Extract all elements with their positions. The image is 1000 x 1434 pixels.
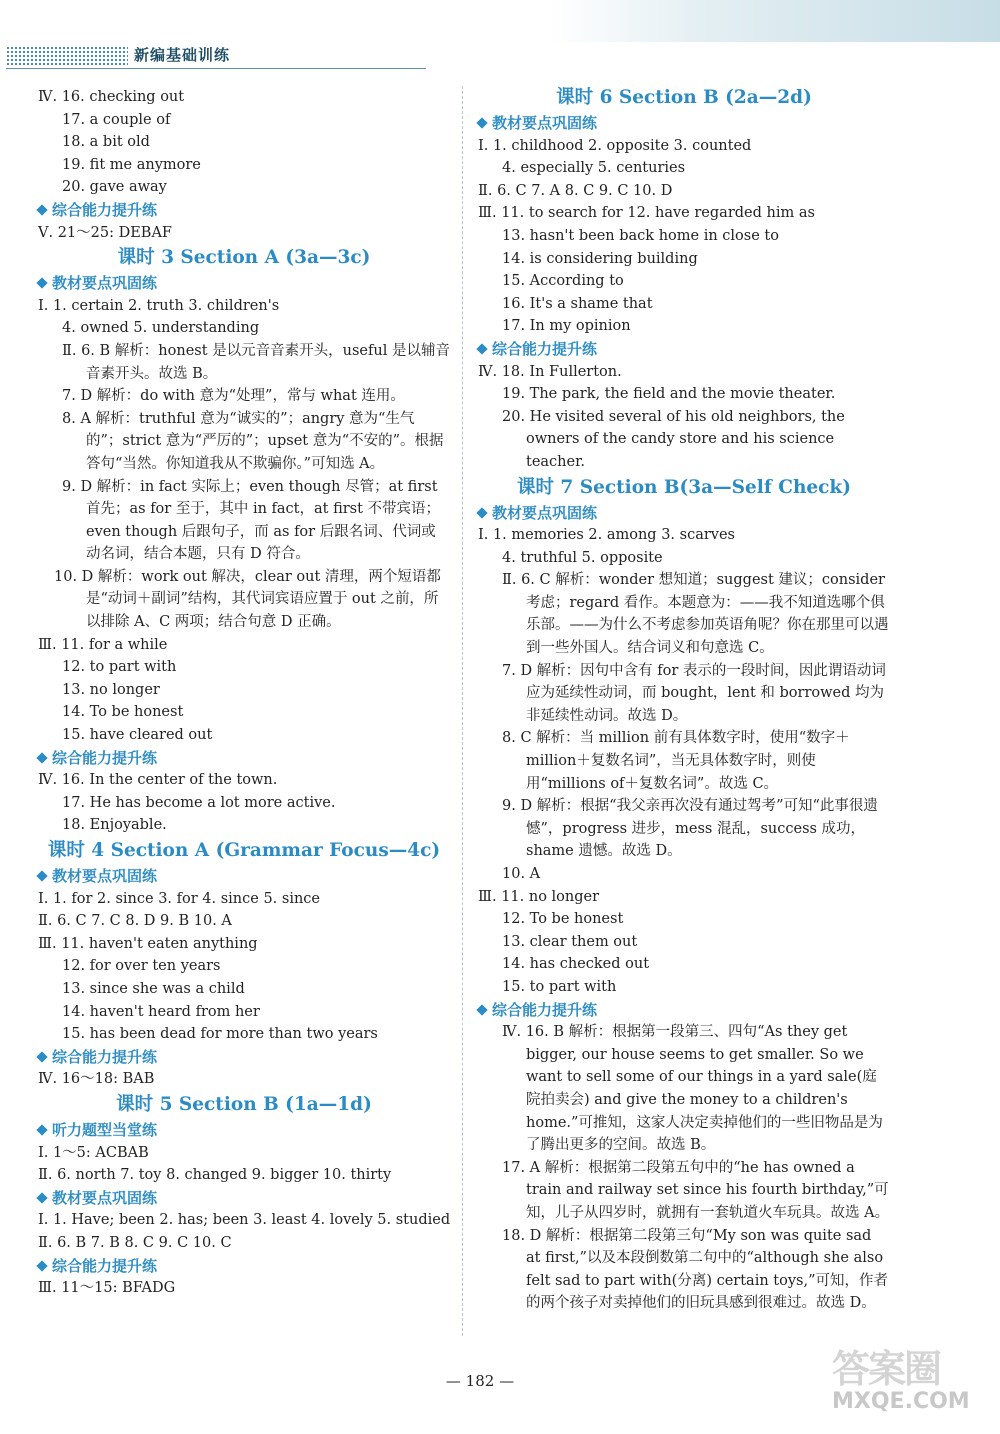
- answer-explanation: Ⅱ. 6. C 解析：wonder 想知道；suggest 建议；consider 考虑；regard 看作。本题意为：——我不知道选哪个俱乐部。——为什么不考虑参加英语角呢？你在那里可以遇到一些外国人。结合词义和句意选 C。: [502, 572, 889, 657]
- section-label: 教材要点巩固练: [38, 272, 450, 295]
- answer-line: Ⅰ. 1. memories 2. among 3. scarves: [478, 527, 735, 544]
- header-rule: [6, 68, 426, 69]
- top-decorative-band: [0, 0, 1000, 42]
- answer-line: 4. especially 5. centuries: [502, 160, 686, 177]
- diamond-icon: [36, 1124, 47, 1135]
- column-divider: [462, 86, 463, 1336]
- answer-line: Ⅰ. 1. for 2. since 3. for 4. since 5. since: [38, 890, 321, 907]
- answer-line: Ⅳ. 18. In Fullerton.: [478, 363, 622, 380]
- diamond-icon: [476, 1004, 487, 1015]
- answer-explanation: 9. D 解析：根据“我父亲再次没有通过驾考”可知“此事很遗憾”，progress 进步，mess 混乱，success 成功，shame 遗憾。故选 D。: [502, 798, 878, 860]
- section-label: 听力题型当堂练: [38, 1119, 450, 1142]
- section-label: 综合能力提升练: [478, 999, 890, 1022]
- answer-line: Ⅴ. 21～25: DEBAF: [38, 224, 172, 241]
- answer-explanation: 9. D 解析：in fact 实际上；even though 尽管；at first 首先；as for 至于，其中 in fact，at first 不带宾语；even though 后跟句子，而 as for 后跟名词、代词或动名词，结合本题，只有 D 符合。: [62, 478, 441, 563]
- diamond-icon: [36, 870, 47, 881]
- diamond-icon: [476, 507, 487, 518]
- answer-line: 4. owned 5. understanding: [62, 320, 260, 337]
- answer-line: 4. truthful 5. opposite: [502, 549, 663, 566]
- answer-line: 14. is considering building: [502, 250, 698, 267]
- watermark-url: MXQE.COM: [832, 1389, 970, 1414]
- answer-line: 12. to part with: [62, 659, 177, 676]
- answer-explanation: 10. D 解析：work out 解决，clear out 清理，两个短语都是“动词＋副词”结构，其代词宾语应置于 out 之前，所以排除 A、C 两项；结合句意 D 正确。: [54, 568, 441, 631]
- section-label: 综合能力提升练: [38, 747, 450, 770]
- lesson-title: 课时 3 Section A (3a—3c): [117, 247, 371, 269]
- diamond-icon: [36, 204, 47, 215]
- answer-line: 19. The park, the field and the movie theater.: [502, 386, 836, 403]
- site-watermark: [832, 1338, 992, 1428]
- answer-explanation: 18. D 解析：根据第二段第三句“My son was quite sad at first,”以及本段倒数第二句中的“although she also felt sad to part with(分离) certain toys,”可知，作者的两个孩子对卖掉他们的旧玩具感到很难过。故选 D。: [502, 1227, 888, 1312]
- page-number: — 182 —: [445, 1372, 515, 1390]
- answer-line: 12. To be honest: [502, 911, 624, 928]
- answer-line: Ⅰ. 1. Have; been 2. has; been 3. least 4. lovely 5. studied: [38, 1212, 451, 1229]
- answer-line: Ⅰ. 1～5: ACBAB: [38, 1144, 149, 1161]
- answer-explanation: 7. D 解析：do with 意为“处理”，常与 what 连用。: [62, 388, 405, 405]
- diamond-icon: [36, 1051, 47, 1062]
- answer-line: 13. clear them out: [502, 933, 638, 950]
- dotted-pattern: [6, 46, 128, 66]
- answer-line: Ⅰ. 1. certain 2. truth 3. children's: [38, 297, 280, 314]
- watermark-logo-text: 答案圈: [832, 1347, 941, 1391]
- right-column: [478, 84, 890, 1315]
- answer-line: 13. hasn't been back home in close to: [502, 227, 779, 244]
- answer-line: 12. for over ten years: [62, 958, 221, 975]
- answer-line: 15. to part with: [502, 978, 617, 995]
- diamond-icon: [476, 117, 487, 128]
- answer-line: Ⅱ. 6. C 7. C 8. D 9. B 10. A: [38, 913, 232, 930]
- answer-line: 18. a bit old: [62, 134, 150, 151]
- answer-line: Ⅲ. 11. to search for 12. have regarded him as: [478, 205, 815, 222]
- answer-line: 17. He has become a lot more active.: [62, 794, 336, 811]
- diamond-icon: [36, 277, 47, 288]
- section-label: 综合能力提升练: [38, 1255, 450, 1278]
- lesson-title: 课时 4 Section A (Grammar Focus—4c): [47, 840, 441, 861]
- answer-explanation: 8. A 解析：truthful 意为“诚实的”；angry 意为“生气的”；strict 意为“严厉的”；upset 意为“不安的”。根据答句“当然。你知道我从不欺骗你。”可知选 A。: [62, 410, 444, 472]
- answer-line: 20. He visited several of his old neighbors, the owners of the candy store and his science teacher.: [502, 408, 845, 470]
- answer-line: Ⅲ. 11. for a while: [38, 636, 168, 653]
- left-column: [38, 86, 450, 1300]
- answer-line: Ⅲ. 11. haven't eaten anything: [38, 935, 258, 952]
- answer-line: Ⅳ. 16～18: BAB: [38, 1071, 155, 1088]
- answer-line: 18. Enjoyable.: [62, 817, 167, 834]
- answer-explanation: 8. C 解析：当 million 前有具体数字时，使用“数字＋million＋复数名词”，当无具体数字时，则使用“millions of＋复数名词”。故选 C。: [502, 730, 850, 792]
- answer-line: Ⅲ. 11～15: BFADG: [38, 1280, 176, 1297]
- section-label: 教材要点巩固练: [478, 502, 890, 525]
- answer-line: Ⅱ. 6. C 7. A 8. C 9. C 10. D: [478, 182, 673, 199]
- section-label: 教材要点巩固练: [38, 865, 450, 888]
- answer-explanation: 17. A 解析：根据第二段第五句中的“he has owned a train and railway set since his fourth birthday,”可知，儿子从四岁时，就拥有一套轨道火车玩具。故选 A。: [502, 1159, 890, 1221]
- section-label: 综合能力提升练: [38, 199, 450, 222]
- answer-line: Ⅱ. 6. B 7. B 8. C 9. C 10. C: [38, 1234, 232, 1251]
- section-label: 教材要点巩固练: [38, 1187, 450, 1210]
- answer-explanation: Ⅳ. 16. B 解析：根据第一段第三、四句“As they get bigger, our house seems to get smaller. So we want to sell some of our things in a yard sale(庭院拍卖会) and give the money to a children's home.”可推知，这家人决定卖掉他们的一些旧物品是为了腾出更多的空间。故选 B。: [502, 1024, 883, 1154]
- book-brand-title: 新编基础训练: [134, 46, 231, 64]
- page-header: [6, 44, 426, 68]
- answer-line: Ⅳ. 16. checking out: [38, 89, 185, 105]
- answer-explanation: 7. D 解析：因句中含有 for 表示的一段时间，因此谓语动词应为延续性动词，而 bought，lent 和 borrowed 均为非延续性动词。故选 D。: [502, 662, 886, 724]
- answer-line: 14. To be honest: [62, 704, 184, 721]
- lesson-title: 课时 6 Section B (2a—2d): [556, 87, 812, 108]
- section-label: 综合能力提升练: [478, 338, 890, 361]
- answer-explanation: Ⅱ. 6. B 解析：honest 是以元音音素开头，useful 是以辅音音素开头。故选 B。: [62, 342, 450, 382]
- answer-line: 14. has checked out: [502, 956, 650, 973]
- answer-line: 15. According to: [502, 273, 624, 290]
- section-label: 综合能力提升练: [38, 1046, 450, 1069]
- diamond-icon: [36, 1260, 47, 1271]
- answer-line: 19. fit me anymore: [62, 156, 201, 173]
- diamond-icon: [36, 1192, 47, 1203]
- answer-line: 16. It's a shame that: [502, 295, 653, 312]
- answer-line: Ⅰ. 1. childhood 2. opposite 3. counted: [478, 137, 752, 154]
- answer-line: 10. A: [502, 866, 541, 882]
- answer-line: 20. gave away: [62, 179, 167, 196]
- answer-line: 13. since she was a child: [62, 980, 245, 997]
- answer-line: 17. a couple of: [62, 111, 171, 128]
- diamond-icon: [36, 752, 47, 763]
- answer-line: 14. haven't heard from her: [62, 1003, 260, 1020]
- answer-line: Ⅲ. 11. no longer: [478, 888, 600, 905]
- section-label: 教材要点巩固练: [478, 112, 890, 135]
- answer-line: 17. In my opinion: [502, 318, 631, 335]
- lesson-title: 课时 5 Section B (1a—1d): [116, 1093, 372, 1115]
- answer-line: 15. has been dead for more than two years: [62, 1026, 378, 1043]
- answer-line: 15. have cleared out: [62, 727, 213, 744]
- answer-line: 13. no longer: [62, 681, 160, 698]
- lesson-title: 课时 7 Section B(3a—Self Check): [516, 476, 852, 498]
- answer-line: Ⅱ. 6. north 7. toy 8. changed 9. bigger 10. thirty: [38, 1167, 392, 1184]
- diamond-icon: [476, 343, 487, 354]
- answer-line: Ⅳ. 16. In the center of the town.: [38, 772, 278, 789]
